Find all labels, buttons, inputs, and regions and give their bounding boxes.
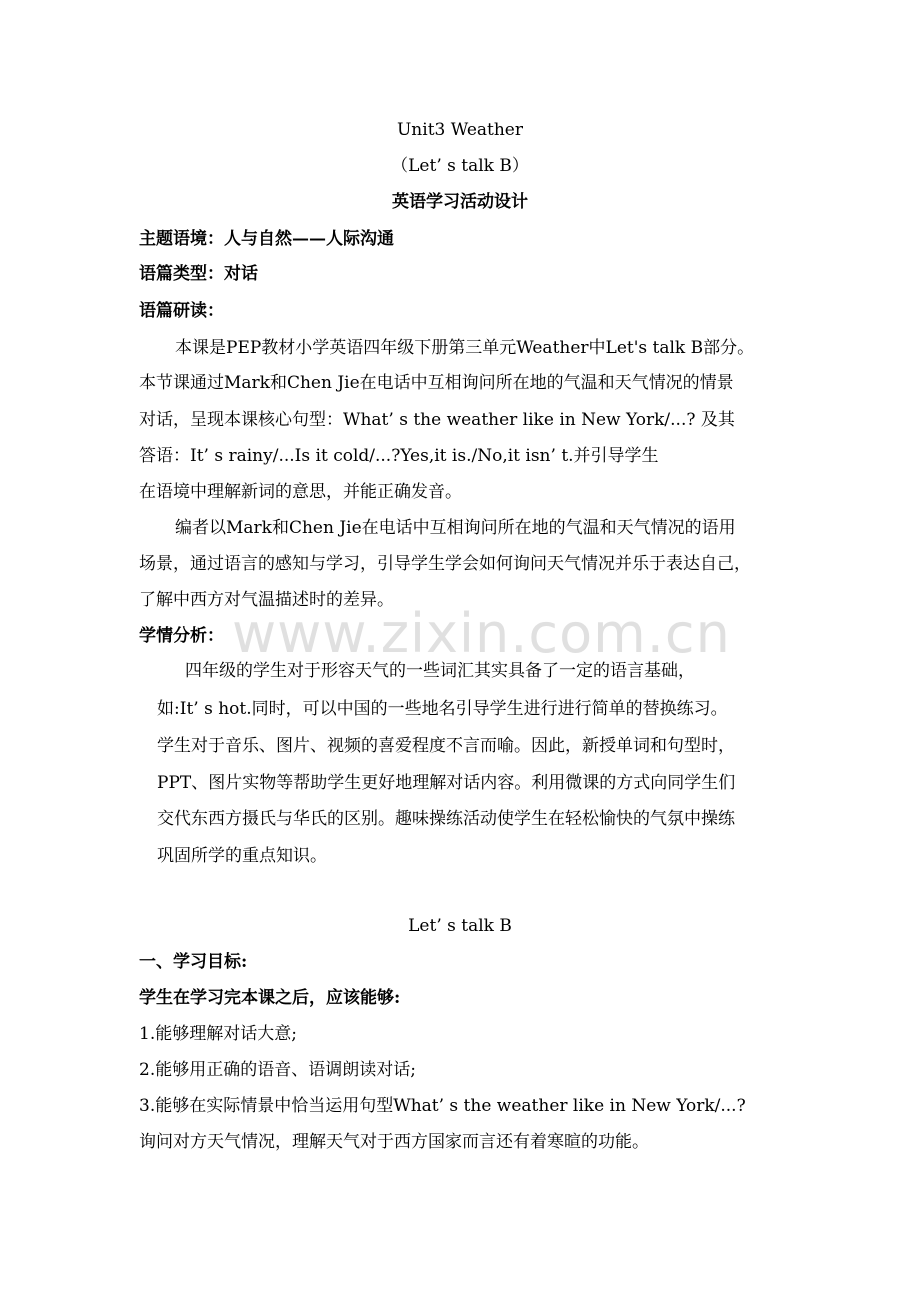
analysis-line: 学生对于音乐、图片、视频的喜爱程度不言而喻。因此，新授单词和句型时，	[157, 736, 735, 756]
goal-item: 询问对方天气情况，理解天气对于西方国家而言还有着寒暄的功能。	[139, 1132, 649, 1152]
text-genre: 语篇类型：对话	[139, 264, 258, 284]
theme-context: 主题语境：人与自然——人际沟通	[139, 229, 394, 249]
goal-intro: 学生在学习完本课之后，应该能够:	[139, 988, 401, 1008]
goal-item: 1.能够理解对话大意;	[139, 1024, 297, 1044]
reading-p1-line: 本节课通过Mark和Chen Jie在电话中互相询问所在地的气温和天气情况的情景	[139, 373, 734, 393]
analysis-line: PPT、图片实物等帮助学生更好地理解对话内容。利用微课的方式向同学生们	[157, 773, 736, 793]
section-title: Let’ s talk B	[408, 916, 512, 936]
watermark: www.zixin.com.cn	[232, 602, 731, 665]
analysis-line: 四年级的学生对于形容天气的一些词汇其实具备了一定的语言基础，	[185, 661, 695, 681]
reading-p2-line: 编者以Mark和Chen Jie在电话中互相询问所在地的气温和天气情况的语用	[175, 518, 736, 538]
reading-p2-line: 场景，通过语言的感知与学习，引导学生学会如何询问天气情况并乐于表达自己，	[139, 554, 751, 574]
design-title: 英语学习活动设计	[392, 192, 528, 212]
unit-title: Unit3 Weather	[396, 120, 523, 140]
goal-heading: 一、学习目标:	[139, 952, 248, 972]
reading-p1-line: 答语：It’ s rainy/...Is it cold/...?Yes,it is./No,it isn’ t.并引导学生	[139, 446, 659, 466]
reading-heading: 语篇研读：	[139, 301, 224, 321]
reading-p1-line: 本课是PEP教材小学英语四年级下册第三单元Weather中Let's talk B部分。	[175, 338, 755, 358]
analysis-heading: 学情分析：	[139, 626, 224, 646]
reading-p1-line: 对话，呈现本课核心句型：What’ s the weather like in New York/...? 及其	[139, 410, 735, 430]
analysis-line: 如:It’ s hot.同时，可以中国的一些地名引导学生进行进行简单的替换练习。	[157, 699, 728, 719]
goal-item: 2.能够用正确的语音、语调朗读对话;	[139, 1060, 416, 1080]
unit-subtitle: （Let’ s talk B）	[391, 156, 529, 176]
goal-item: 3.能够在实际情景中恰当运用句型What’ s the weather like in New York/...?	[139, 1096, 746, 1116]
reading-p2-line: 了解中西方对气温描述时的差异。	[139, 590, 394, 610]
analysis-line: 巩固所学的重点知识。	[157, 846, 327, 866]
analysis-line: 交代东西方摄氏与华氏的区别。趣味操练活动使学生在轻松愉快的气氛中操练	[157, 809, 735, 829]
reading-p1-line: 在语境中理解新词的意思，并能正确发音。	[139, 482, 462, 502]
